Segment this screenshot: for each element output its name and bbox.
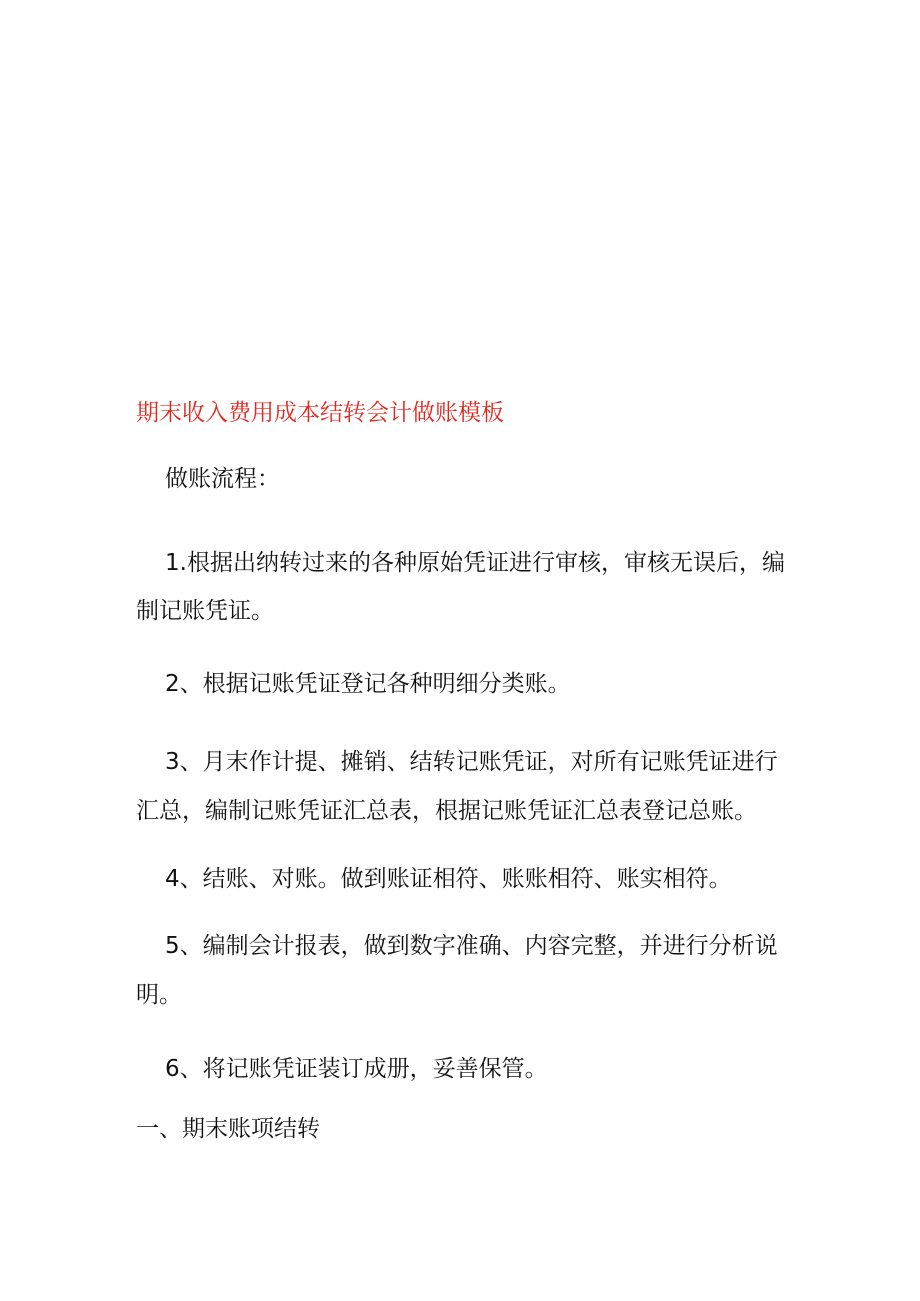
process-intro: 做账流程： <box>165 466 280 492</box>
step-4-line-1: 4、结账、对账。做到账证相符、账账相符、账实相符。 <box>165 866 732 892</box>
step-3-line-2: 汇总，编制记账凭证汇总表，根据记账凭证汇总表登记总账。 <box>136 798 757 824</box>
step-1-line-1: 1.根据出纳转过来的各种原始凭证进行审核，审核无误后，编 <box>165 550 785 576</box>
step-5-line-2: 明。 <box>136 982 182 1008</box>
step-2-line-1: 2、根据记账凭证登记各种明细分类账。 <box>165 671 571 697</box>
step-6-line-1: 6、将记账凭证装订成册，妥善保管。 <box>165 1056 548 1082</box>
document-title: 期末收入费用成本结转会计做账模板 <box>136 400 504 426</box>
step-3-line-1: 3、月末作计提、摊销、结转记账凭证，对所有记账凭证进行 <box>165 749 778 775</box>
step-5-line-1: 5、编制会计报表，做到数字准确、内容完整，并进行分析说 <box>165 933 778 959</box>
section-heading: 一、期末账项结转 <box>136 1116 320 1142</box>
step-1-line-2: 制记账凭证。 <box>136 598 274 624</box>
